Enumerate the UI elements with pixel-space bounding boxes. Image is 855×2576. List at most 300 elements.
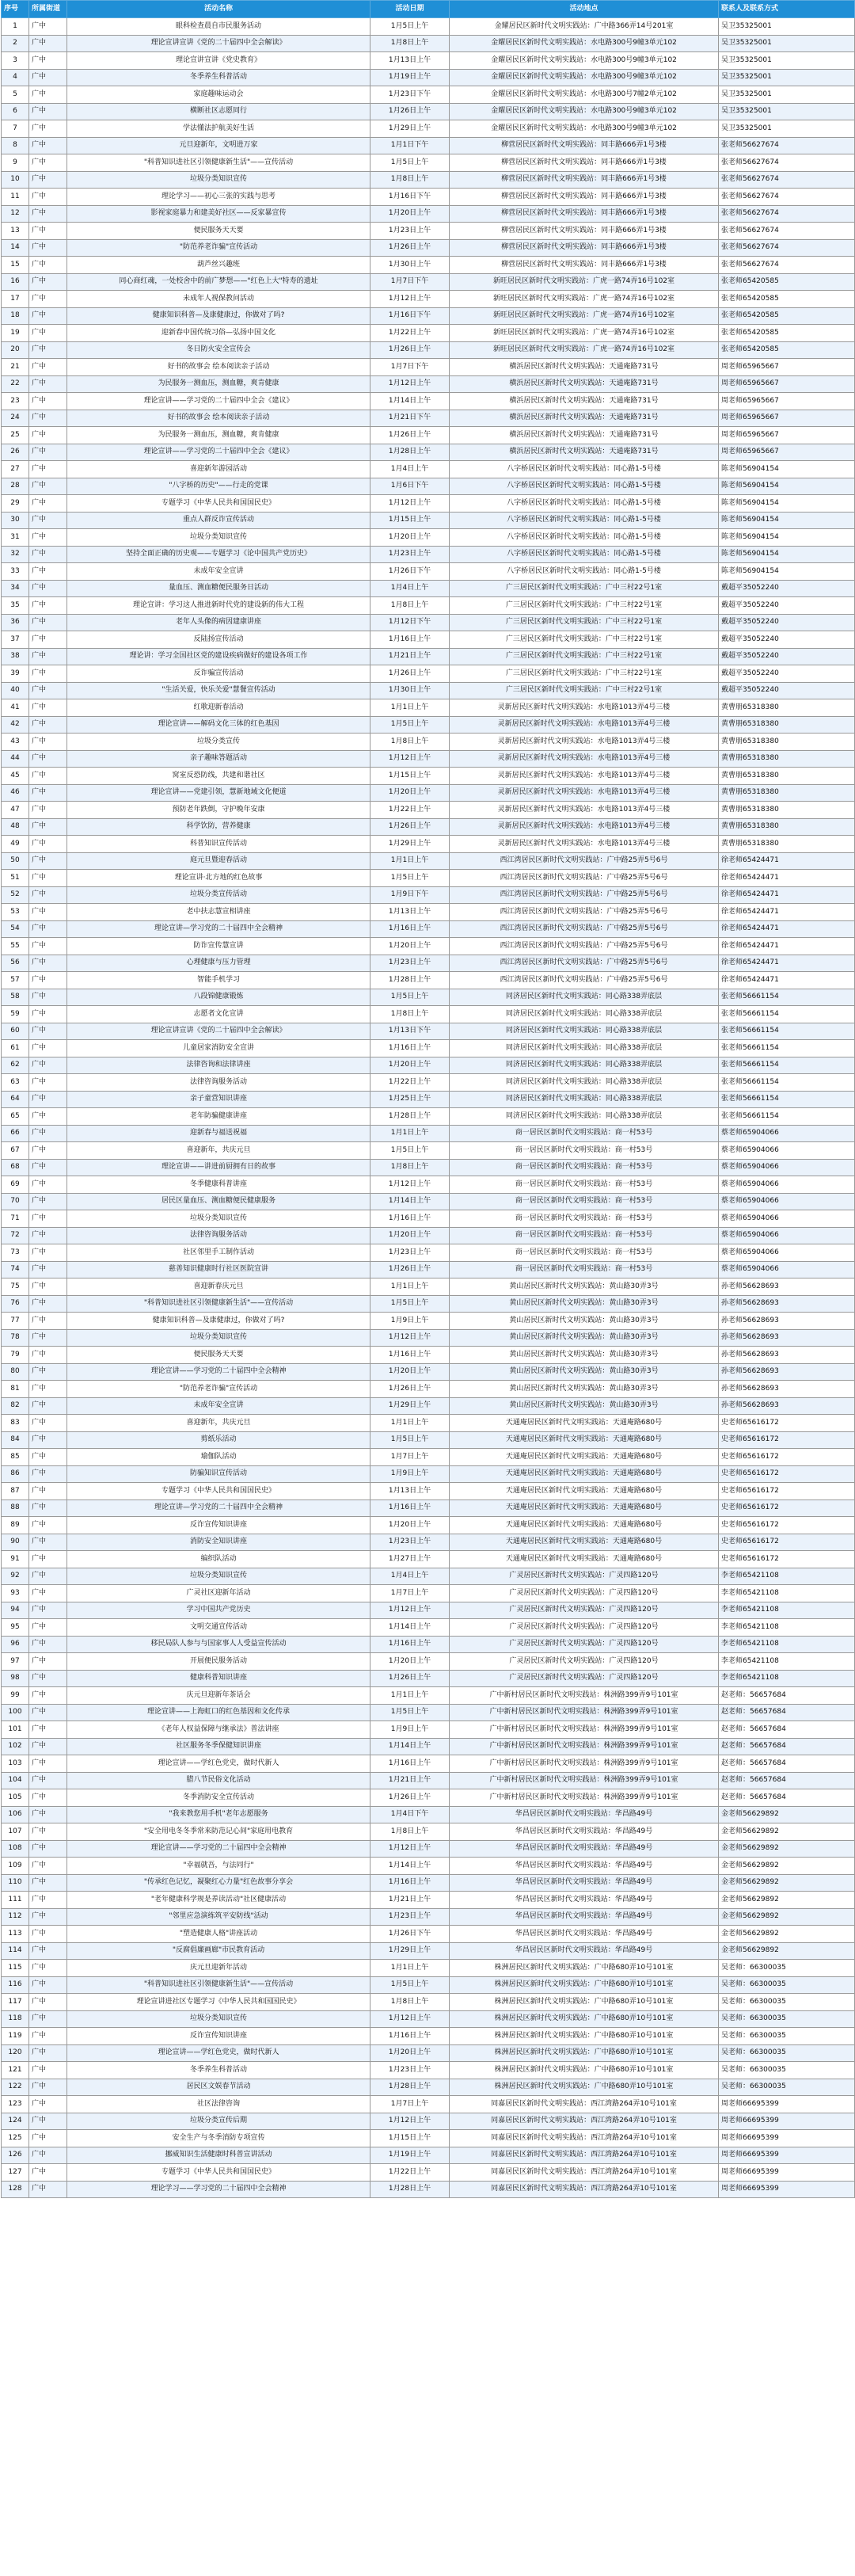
- cell-activity-name: 理论宣讲·北方地的红色故事: [67, 870, 370, 887]
- cell-street: 广中: [29, 137, 67, 154]
- cell-location: 株洲居民区新时代文明实践站：广中路680弄10号101室: [450, 2044, 719, 2062]
- cell-location: 同济居民区新时代文明实践站：同心路338弄底层: [450, 1091, 719, 1108]
- cell-date: 1月16日上午: [370, 631, 450, 649]
- cell-index: 118: [2, 2010, 29, 2028]
- cell-date: 1月12日上午: [370, 495, 450, 513]
- cell-activity-name: 葫芦丝兴趣班: [67, 257, 370, 274]
- cell-date: 1月29日上午: [370, 1942, 450, 1960]
- cell-street: 广中: [29, 1244, 67, 1262]
- cell-index: 61: [2, 1040, 29, 1057]
- cell-street: 广中: [29, 750, 67, 768]
- cell-activity-name: 学法懂法护航美好生活: [67, 120, 370, 138]
- cell-index: 94: [2, 1602, 29, 1619]
- cell-location: 同嘉居民区新时代文明实践站：西江湾路264弄10号101室: [450, 2096, 719, 2113]
- cell-street: 广中: [29, 1363, 67, 1381]
- table-row: [2, 2164, 855, 2182]
- cell-activity-name: 安全生产与冬季消防专项宣传: [67, 2130, 370, 2147]
- cell-index: 32: [2, 546, 29, 563]
- cell-contact: 史老师65616172: [719, 1551, 855, 1568]
- cell-street: 广中: [29, 1381, 67, 1398]
- cell-date: 1月14日上午: [370, 1858, 450, 1875]
- cell-contact: 徐老师65424471: [719, 870, 855, 887]
- cell-contact: 孙老师56628693: [719, 1397, 855, 1415]
- cell-contact: 蔡老师65904066: [719, 1193, 855, 1210]
- cell-date: 1月12日上午: [370, 2113, 450, 2130]
- cell-date: 1月16日上午: [370, 2028, 450, 2045]
- cell-location: 横浜居民区新时代文明实践站：天通庵路731号: [450, 375, 719, 393]
- cell-activity-name: 法律咨询和法律讲座: [67, 1057, 370, 1074]
- header-index: 序号: [2, 1, 29, 18]
- cell-date: 1月1日上午: [370, 1687, 450, 1705]
- cell-activity-name: 消防安全知识讲座: [67, 1534, 370, 1551]
- cell-location: 商一居民区新时代文明实践站：商一村53号: [450, 1159, 719, 1176]
- cell-index: 108: [2, 1840, 29, 1858]
- cell-date: 1月14日上午: [370, 393, 450, 410]
- cell-contact: 张老师56627674: [719, 257, 855, 274]
- cell-date: 1月16日下午: [370, 189, 450, 206]
- cell-location: 天通庵居民区新时代文明实践站：天通庵路680号: [450, 1449, 719, 1466]
- cell-activity-name: 理论宣讲：学习这人推进新时代党的建设新的伟大工程: [67, 597, 370, 615]
- cell-street: 广中: [29, 665, 67, 683]
- cell-street: 广中: [29, 2062, 67, 2079]
- cell-location: 柳营居民区新时代文明实践站：同丰路666弄1号3楼: [450, 137, 719, 154]
- cell-contact: 徐老师65424471: [719, 886, 855, 904]
- cell-street: 广中: [29, 1704, 67, 1721]
- cell-activity-name: 编织队活动: [67, 1551, 370, 1568]
- cell-contact: 蔡老师65904066: [719, 1227, 855, 1244]
- cell-activity-name: 便民服务天天要: [67, 1347, 370, 1364]
- cell-index: 74: [2, 1261, 29, 1278]
- cell-street: 广中: [29, 699, 67, 717]
- cell-contact: 史老师65616172: [719, 1431, 855, 1449]
- cell-activity-name: 志愿者文化宣讲: [67, 1006, 370, 1023]
- cell-street: 广中: [29, 1755, 67, 1773]
- cell-street: 广中: [29, 1023, 67, 1040]
- table-row: [2, 1823, 855, 1841]
- cell-street: 广中: [29, 886, 67, 904]
- cell-date: 1月26日上午: [370, 1789, 450, 1807]
- cell-street: 广中: [29, 120, 67, 138]
- cell-index: 36: [2, 614, 29, 631]
- cell-location: 横浜居民区新时代文明实践站：天通庵路731号: [450, 393, 719, 410]
- cell-activity-name: 垃圾分类知识宣传: [67, 1210, 370, 1228]
- cell-contact: 孙老师56628693: [719, 1381, 855, 1398]
- table-row: [2, 1363, 855, 1381]
- cell-index: 60: [2, 1023, 29, 1040]
- cell-activity-name: 《老年人权益保障与继承法》普法讲座: [67, 1721, 370, 1739]
- cell-index: 73: [2, 1244, 29, 1262]
- table-row: [2, 1040, 855, 1057]
- cell-date: 1月15日上午: [370, 512, 450, 529]
- table-row: [2, 2010, 855, 2028]
- cell-location: 广灵居民区新时代文明实践站：广灵四路120号: [450, 1585, 719, 1602]
- cell-date: 1月8日上午: [370, 597, 450, 615]
- cell-activity-name: 理论宣讲——党建引领，慧新地域文化便道: [67, 784, 370, 802]
- table-row: [2, 291, 855, 308]
- cell-date: 1月26日上午: [370, 665, 450, 683]
- table-row: [2, 1465, 855, 1483]
- table-row: [2, 886, 855, 904]
- cell-location: 商一居民区新时代文明实践站：商一村53号: [450, 1244, 719, 1262]
- cell-street: 广中: [29, 1994, 67, 2011]
- cell-location: 同嘉居民区新时代文明实践站：西江湾路264弄10号101室: [450, 2181, 719, 2198]
- cell-date: 1月7日下午: [370, 359, 450, 376]
- cell-street: 广中: [29, 1806, 67, 1823]
- cell-index: 96: [2, 1636, 29, 1653]
- cell-index: 58: [2, 989, 29, 1006]
- cell-location: 黄山居民区新时代文明实践站：黄山路30弄3号: [450, 1278, 719, 1296]
- cell-location: 八字桥居民区新时代文明实践站：同心路1-5号楼: [450, 478, 719, 495]
- cell-contact: 孙老师56628693: [719, 1329, 855, 1347]
- cell-location: 黄山居民区新时代文明实践站：黄山路30弄3号: [450, 1313, 719, 1330]
- cell-location: 同济居民区新时代文明实践站：同心路338弄底层: [450, 1057, 719, 1074]
- cell-activity-name: "幸福就吾，与法同行": [67, 1858, 370, 1875]
- cell-street: 广中: [29, 904, 67, 921]
- cell-contact: 戴超平35052240: [719, 580, 855, 597]
- cell-contact: 蔡老师65904066: [719, 1159, 855, 1176]
- cell-location: 灵新居民区新时代文明实践站：水电路1013弄4号三楼: [450, 734, 719, 751]
- cell-street: 广中: [29, 1278, 67, 1296]
- cell-index: 64: [2, 1091, 29, 1108]
- cell-date: 1月14日上午: [370, 1193, 450, 1210]
- cell-date: 1月8日上午: [370, 734, 450, 751]
- cell-activity-name: 垃圾分类知识宣传: [67, 2010, 370, 2028]
- cell-date: 1月26日下午: [370, 1926, 450, 1943]
- table-row: [2, 427, 855, 444]
- cell-contact: 周老师66695399: [719, 2181, 855, 2198]
- cell-activity-name: 垃圾分类宣传后期: [67, 2113, 370, 2130]
- cell-contact: 金老师56629892: [719, 1942, 855, 1960]
- cell-activity-name: 冬季消防安全宣传活动: [67, 1789, 370, 1807]
- table-row: [2, 818, 855, 836]
- cell-location: 八字桥居民区新时代文明实践站：同心路1-5号楼: [450, 529, 719, 547]
- table-row: [2, 580, 855, 597]
- cell-date: 1月20日上午: [370, 1653, 450, 1671]
- cell-date: 1月16日上午: [370, 1874, 450, 1892]
- cell-date: 1月16日上午: [370, 1499, 450, 1517]
- cell-street: 广中: [29, 171, 67, 189]
- table-row: [2, 1585, 855, 1602]
- cell-location: 广三居民区新时代文明实践站：广中三村22号1室: [450, 614, 719, 631]
- cell-location: 广三居民区新时代文明实践站：广中三村22号1室: [450, 580, 719, 597]
- cell-index: 14: [2, 239, 29, 257]
- cell-activity-name: "生活关爱，快乐关爱"慧餐宣传活动: [67, 682, 370, 699]
- cell-contact: 黄曹朋65318380: [719, 836, 855, 853]
- cell-date: 1月25日上午: [370, 1091, 450, 1108]
- cell-location: 灵新居民区新时代文明实践站：水电路1013弄4号三楼: [450, 768, 719, 785]
- table-row: [2, 257, 855, 274]
- cell-date: 1月1日上午: [370, 1960, 450, 1977]
- cell-date: 1月23日上午: [370, 1244, 450, 1262]
- cell-location: 黄山居民区新时代文明实践站：黄山路30弄3号: [450, 1381, 719, 1398]
- cell-index: 19: [2, 325, 29, 342]
- cell-activity-name: 冬季健康科普讲座: [67, 1176, 370, 1194]
- table-row: [2, 597, 855, 615]
- cell-street: 广中: [29, 648, 67, 665]
- cell-activity-name: 理论宣讲进社区专题学习《中华人民共和国国民史》: [67, 1994, 370, 2011]
- cell-contact: 赵老师：56657684: [719, 1721, 855, 1739]
- cell-contact: 黄曹朋65318380: [719, 784, 855, 802]
- cell-street: 广中: [29, 307, 67, 325]
- cell-index: 47: [2, 802, 29, 819]
- cell-street: 广中: [29, 1960, 67, 1977]
- cell-date: 1月23日上午: [370, 1534, 450, 1551]
- cell-contact: 陈老师56904154: [719, 461, 855, 478]
- cell-contact: 张老师56661154: [719, 1023, 855, 1040]
- cell-date: 1月12日上午: [370, 375, 450, 393]
- cell-date: 1月23日上午: [370, 2062, 450, 2079]
- cell-activity-name: 老年人头像的病因建康讲座: [67, 614, 370, 631]
- cell-street: 广中: [29, 1602, 67, 1619]
- cell-street: 广中: [29, 1108, 67, 1126]
- cell-location: 新旺居民区新时代文明实践站：广虎一路74弄16号102室: [450, 325, 719, 342]
- cell-index: 23: [2, 393, 29, 410]
- table-row: [2, 189, 855, 206]
- table-row: [2, 1244, 855, 1262]
- table-row: [2, 341, 855, 359]
- cell-activity-name: 理论宣讲——讲进前厨拥有日的故事: [67, 1159, 370, 1176]
- cell-index: 107: [2, 1823, 29, 1841]
- cell-date: 1月28日上午: [370, 2079, 450, 2096]
- cell-contact: 金老师56629892: [719, 1806, 855, 1823]
- cell-activity-name: 垃圾分类宣传活动: [67, 886, 370, 904]
- cell-contact: 张老师65420585: [719, 291, 855, 308]
- table-row: [2, 1159, 855, 1176]
- cell-location: 天通庵居民区新时代文明实践站：天通庵路680号: [450, 1431, 719, 1449]
- cell-contact: 吴老师：66300035: [719, 2010, 855, 2028]
- cell-index: 84: [2, 1431, 29, 1449]
- table-row: [2, 137, 855, 154]
- cell-location: 金耀居民区新时代文明实践站：水电路300号9幢3单元102: [450, 52, 719, 70]
- cell-contact: 周老师65965667: [719, 359, 855, 376]
- cell-location: 广中新村居民区新时代文明实践站：株洲路399弄9号101室: [450, 1687, 719, 1705]
- cell-street: 广中: [29, 69, 67, 86]
- cell-index: 28: [2, 478, 29, 495]
- cell-index: 117: [2, 1994, 29, 2011]
- cell-date: 1月23日上午: [370, 955, 450, 972]
- cell-index: 44: [2, 750, 29, 768]
- cell-index: 1: [2, 18, 29, 36]
- cell-activity-name: 理论宣讲宣讲《党的二十届四中全会解读》: [67, 35, 370, 52]
- cell-street: 广中: [29, 682, 67, 699]
- cell-location: 同济居民区新时代文明实践站：同心路338弄底层: [450, 1108, 719, 1126]
- cell-date: 1月7日下午: [370, 273, 450, 291]
- cell-activity-name: 理论宣讲宣讲《党的二十届四中全会解读》: [67, 1023, 370, 1040]
- cell-index: 126: [2, 2147, 29, 2164]
- cell-index: 31: [2, 529, 29, 547]
- cell-location: 广灵居民区新时代文明实践站：广灵四路120号: [450, 1653, 719, 1671]
- cell-activity-name: 迎新春与福送祝福: [67, 1125, 370, 1142]
- cell-date: 1月15日上午: [370, 2130, 450, 2147]
- cell-contact: 吴老师：66300035: [719, 1976, 855, 1994]
- cell-activity-name: "科普知识进社区引领健康新生活"——宣传活动: [67, 1976, 370, 1994]
- cell-activity-name: 庭元旦暨迎春活动: [67, 852, 370, 870]
- cell-index: 91: [2, 1551, 29, 1568]
- cell-activity-name: "传承红色记忆，凝聚红心力量"红色故事分享会: [67, 1874, 370, 1892]
- cell-activity-name: 居民区量血压、测血糖便民健康服务: [67, 1193, 370, 1210]
- cell-contact: 孙老师56628693: [719, 1347, 855, 1364]
- cell-location: 天通庵居民区新时代文明实践站：天通庵路680号: [450, 1517, 719, 1534]
- cell-activity-name: 老中扶志慧宣相讲座: [67, 904, 370, 921]
- cell-index: 37: [2, 631, 29, 649]
- table-row: [2, 359, 855, 376]
- cell-date: 1月8日上午: [370, 1823, 450, 1841]
- cell-location: 同嘉居民区新时代文明实践站：西江湾路264弄10号101室: [450, 2113, 719, 2130]
- cell-location: 华昌居民区新时代文明实践站：华昌路49号: [450, 1823, 719, 1841]
- cell-index: 72: [2, 1227, 29, 1244]
- cell-location: 金耀居民区新时代文明实践站：水电路300号9幢3单元102: [450, 35, 719, 52]
- cell-location: 西江湾居民区新时代文明实践站：广中路25弄5号6号: [450, 852, 719, 870]
- table-row: [2, 631, 855, 649]
- cell-location: 灵新居民区新时代文明实践站：水电路1013弄4号三楼: [450, 836, 719, 853]
- cell-date: 1月23日下午: [370, 86, 450, 104]
- cell-index: 38: [2, 648, 29, 665]
- cell-street: 广中: [29, 1125, 67, 1142]
- cell-street: 广中: [29, 1397, 67, 1415]
- cell-contact: 吴老师：66300035: [719, 2044, 855, 2062]
- cell-date: 1月8日上午: [370, 1994, 450, 2011]
- cell-location: 同济居民区新时代文明实践站：同心路338弄底层: [450, 989, 719, 1006]
- cell-activity-name: 垃圾分类知识宣传: [67, 1329, 370, 1347]
- table-row: [2, 1534, 855, 1551]
- table-row: [2, 1261, 855, 1278]
- cell-street: 广中: [29, 1840, 67, 1858]
- table-row: [2, 563, 855, 581]
- cell-index: 121: [2, 2062, 29, 2079]
- cell-date: 1月12日上午: [370, 291, 450, 308]
- cell-index: 25: [2, 427, 29, 444]
- cell-index: 33: [2, 563, 29, 581]
- cell-contact: 吴卫35325001: [719, 69, 855, 86]
- cell-activity-name: 反陆扬宣传活动: [67, 631, 370, 649]
- table-row: [2, 2181, 855, 2198]
- cell-location: 广三居民区新时代文明实践站：广中三村22号1室: [450, 665, 719, 683]
- cell-index: 113: [2, 1926, 29, 1943]
- cell-date: 1月29日上午: [370, 836, 450, 853]
- cell-index: 68: [2, 1159, 29, 1176]
- cell-contact: 黄曹朋65318380: [719, 750, 855, 768]
- cell-index: 10: [2, 171, 29, 189]
- cell-contact: 张老师56627674: [719, 205, 855, 223]
- cell-contact: 徐老师65424471: [719, 920, 855, 938]
- cell-location: 华昌居民区新时代文明实践站：华昌路49号: [450, 1806, 719, 1823]
- cell-date: 1月13日上午: [370, 904, 450, 921]
- cell-index: 105: [2, 1789, 29, 1807]
- cell-activity-name: 社区服务冬季保健知识讲座: [67, 1738, 370, 1755]
- cell-contact: 吴老师：66300035: [719, 2062, 855, 2079]
- cell-date: 1月20日上午: [370, 1057, 450, 1074]
- cell-date: 1月15日上午: [370, 768, 450, 785]
- table-row: [2, 1397, 855, 1415]
- cell-contact: 周老师65965667: [719, 375, 855, 393]
- cell-location: 金耀居民区新时代文明实践站：广中路366弄14号201室: [450, 18, 719, 36]
- cell-location: 广中新村居民区新时代文明实践站：株洲路399弄9号101室: [450, 1738, 719, 1755]
- cell-index: 59: [2, 1006, 29, 1023]
- cell-contact: 周老师65965667: [719, 427, 855, 444]
- cell-contact: 史老师65616172: [719, 1517, 855, 1534]
- cell-contact: 蔡老师65904066: [719, 1210, 855, 1228]
- cell-activity-name: 坚持全面正确的历史观——专题学习《论中国共产党历史》: [67, 546, 370, 563]
- cell-date: 1月13日上午: [370, 52, 450, 70]
- cell-activity-name: 法律咨询服务活动: [67, 1074, 370, 1092]
- cell-location: 华昌居民区新时代文明实践站：华昌路49号: [450, 1892, 719, 1909]
- cell-street: 广中: [29, 359, 67, 376]
- cell-date: 1月28日上午: [370, 2181, 450, 2198]
- table-row: [2, 1858, 855, 1875]
- table-row: [2, 120, 855, 138]
- cell-contact: 金老师56629892: [719, 1892, 855, 1909]
- table-header-row: [2, 1, 855, 18]
- cell-activity-name: 喜迎新年游园活动: [67, 461, 370, 478]
- cell-contact: 周老师66695399: [719, 2113, 855, 2130]
- cell-street: 广中: [29, 393, 67, 410]
- cell-activity-name: 理论宣讲——上海虹口的红色基因和文化传承: [67, 1704, 370, 1721]
- cell-activity-name: "八字桥的历史"——行走的党课: [67, 478, 370, 495]
- cell-location: 西江湾居民区新时代文明实践站：广中路25弄5号6号: [450, 904, 719, 921]
- header-contact: 联系人及联系方式: [719, 1, 855, 18]
- cell-contact: 张老师56627674: [719, 154, 855, 172]
- cell-location: 天通庵居民区新时代文明实践站：天通庵路680号: [450, 1551, 719, 1568]
- cell-street: 广中: [29, 1431, 67, 1449]
- cell-street: 广中: [29, 852, 67, 870]
- cell-date: 1月12日上午: [370, 1602, 450, 1619]
- cell-index: 127: [2, 2164, 29, 2182]
- cell-location: 天通庵居民区新时代文明实践站：天通庵路680号: [450, 1415, 719, 1432]
- cell-location: 华昌居民区新时代文明实践站：华昌路49号: [450, 1942, 719, 1960]
- cell-location: 柳营居民区新时代文明实践站：同丰路666弄1号3楼: [450, 154, 719, 172]
- cell-location: 金耀居民区新时代文明实践站：水电路300号9幢3单元102: [450, 120, 719, 138]
- table-row: [2, 614, 855, 631]
- cell-index: 81: [2, 1381, 29, 1398]
- cell-location: 广三居民区新时代文明实践站：广中三村22号1室: [450, 631, 719, 649]
- table-row: [2, 1210, 855, 1228]
- header-date: 活动日期: [370, 1, 450, 18]
- cell-index: 50: [2, 852, 29, 870]
- cell-index: 90: [2, 1534, 29, 1551]
- cell-activity-name: 庆元旦迎新年茶话会: [67, 1687, 370, 1705]
- cell-index: 62: [2, 1057, 29, 1074]
- table-row: [2, 1023, 855, 1040]
- cell-location: 灵新居民区新时代文明实践站：水电路1013弄4号三楼: [450, 699, 719, 717]
- table-row: [2, 273, 855, 291]
- cell-location: 同济居民区新时代文明实践站：同心路338弄底层: [450, 1023, 719, 1040]
- cell-location: 金耀居民区新时代文明实践站：水电路300号7幢2单元102: [450, 86, 719, 104]
- cell-street: 广中: [29, 1653, 67, 1671]
- cell-index: 119: [2, 2028, 29, 2045]
- cell-contact: 张老师56627674: [719, 239, 855, 257]
- cell-date: 1月13日上午: [370, 1483, 450, 1500]
- cell-street: 广中: [29, 427, 67, 444]
- cell-location: 灵新居民区新时代文明实践站：水电路1013弄4号三楼: [450, 802, 719, 819]
- cell-date: 1月5日上午: [370, 18, 450, 36]
- cell-activity-name: 理论宣讲——解码文化三体的红色基因: [67, 716, 370, 734]
- cell-date: 1月21日上午: [370, 1892, 450, 1909]
- cell-index: 93: [2, 1585, 29, 1602]
- cell-index: 21: [2, 359, 29, 376]
- cell-contact: 陈老师56904154: [719, 563, 855, 581]
- cell-contact: 吴老师：66300035: [719, 2028, 855, 2045]
- cell-activity-name: "防范养老诈骗"宣传活动: [67, 239, 370, 257]
- cell-activity-name: 窝室反恐防线，共建和谐社区: [67, 768, 370, 785]
- cell-contact: 陈老师56904154: [719, 478, 855, 495]
- cell-date: 1月8日上午: [370, 1006, 450, 1023]
- table-row: [2, 904, 855, 921]
- cell-contact: 张老师56627674: [719, 171, 855, 189]
- cell-location: 西江湾居民区新时代文明实践站：广中路25弄5号6号: [450, 972, 719, 989]
- table-row: [2, 734, 855, 751]
- cell-street: 广中: [29, 836, 67, 853]
- cell-activity-name: "安全用电冬冬季常来防范记心间"家庭用电教育: [67, 1823, 370, 1841]
